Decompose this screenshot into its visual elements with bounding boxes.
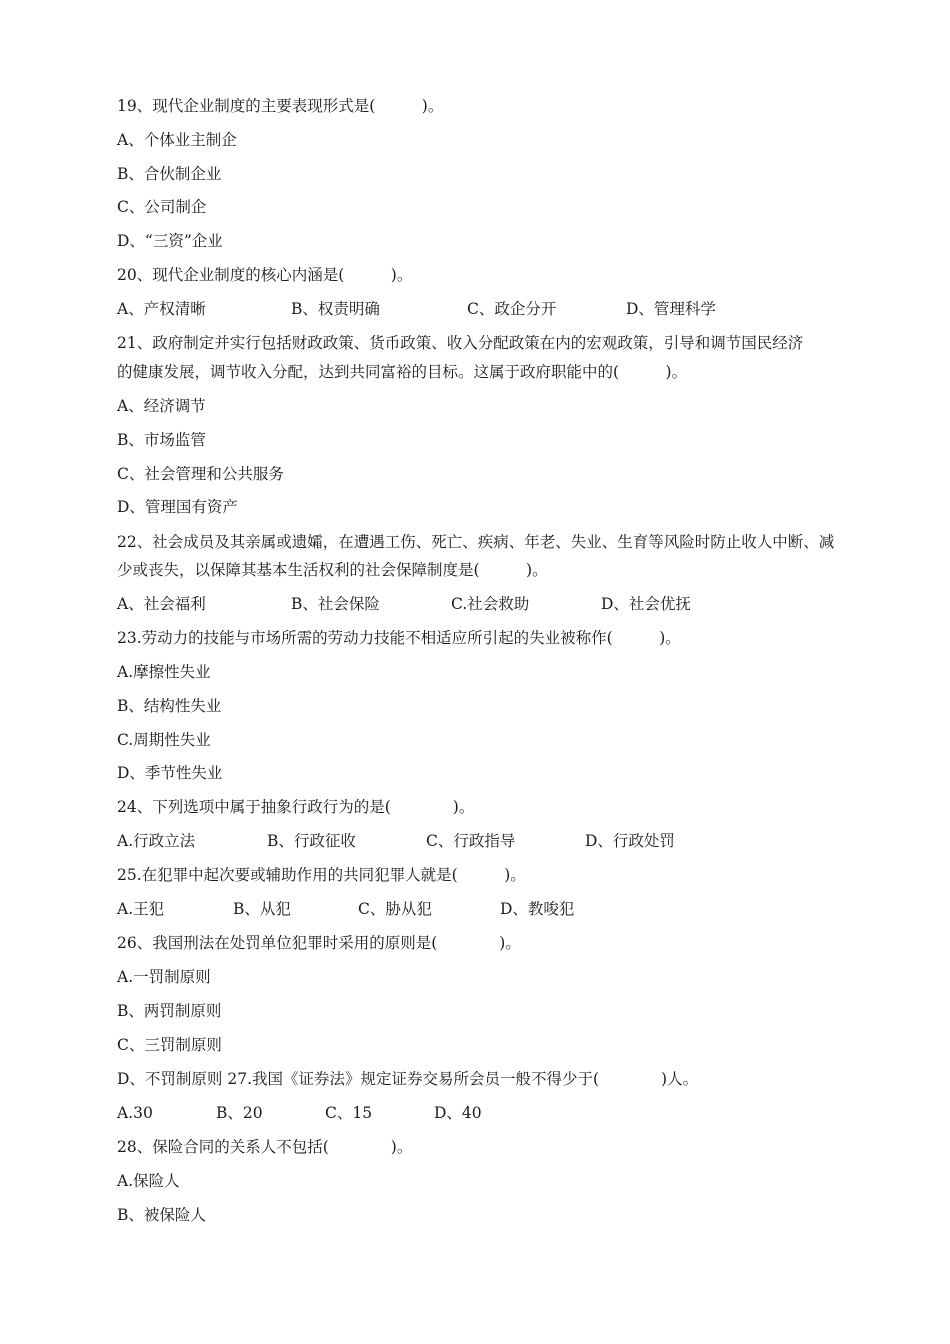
question-26-option-b: B、两罚制原则 — [117, 1002, 222, 1020]
question-27-option-b: B、20 — [216, 1104, 263, 1122]
question-27-option-a: A.30 — [117, 1104, 153, 1122]
question-25-option-b: B、从犯 — [233, 900, 291, 918]
question-21-stem-line-1: 21、政府制定并实行包括财政政策、货币政策、收入分配政策在内的宏观政策，引导和调节国民经济 — [117, 334, 804, 352]
question-24-stem: 24、下列选项中属于抽象行政行为的是( )。 — [117, 798, 475, 816]
question-20-option-c: C、政企分开 — [467, 300, 557, 318]
question-22-option-a: A、社会福利 — [117, 595, 206, 613]
question-19-option-c: C、公司制企 — [117, 198, 207, 216]
question-21-option-c: C、社会管理和公共服务 — [117, 465, 284, 483]
question-26-stem: 26、我国刑法在处罚单位犯罪时采用的原则是( )。 — [117, 934, 521, 952]
question-19-option-a: A、个体业主制企 — [117, 131, 237, 149]
question-26-option-a: A.一罚制原则 — [117, 968, 211, 986]
question-21-option-b: B、市场监管 — [117, 431, 206, 449]
question-24-option-c: C、行政指导 — [426, 832, 516, 850]
question-23-option-a: A.摩擦性失业 — [117, 663, 211, 681]
question-25-stem: 25.在犯罪中起次要或辅助作用的共同犯罪人就是( )。 — [117, 866, 526, 884]
question-22-stem-line-2: 少或丧失，以保障其基本生活权利的社会保障制度是( )。 — [117, 561, 548, 579]
question-21-option-a: A、经济调节 — [117, 397, 206, 415]
question-19-option-d: D、“三资”企业 — [117, 232, 223, 250]
question-26-option-c: C、三罚制原则 — [117, 1036, 222, 1054]
question-27-option-c: C、15 — [325, 1104, 373, 1122]
question-24-option-a: A.行政立法 — [117, 832, 196, 850]
question-28-option-b: B、被保险人 — [117, 1206, 206, 1224]
question-23-option-c: C.周期性失业 — [117, 731, 211, 749]
question-20-option-d: D、管理科学 — [626, 300, 716, 318]
question-23-option-d: D、季节性失业 — [117, 764, 223, 782]
question-19-stem: 19、现代企业制度的主要表现形式是( )。 — [117, 97, 444, 115]
question-28-option-a: A.保险人 — [117, 1172, 180, 1190]
question-22-option-d: D、社会优抚 — [601, 595, 691, 613]
question-21-option-d: D、管理国有资产 — [117, 498, 238, 516]
question-26-option-d-and-question-27-stem: D、不罚制原则 27.我国《证券法》规定证券交易所会员一般不得少于( )人。 — [117, 1070, 699, 1088]
question-27-option-d: D、40 — [434, 1104, 482, 1122]
question-25-option-c: C、胁从犯 — [358, 900, 432, 918]
question-23-stem: 23.劳动力的技能与市场所需的劳动力技能不相适应所引起的失业被称作( )。 — [117, 629, 681, 647]
question-20-option-a: A、产权清晰 — [117, 300, 206, 318]
question-24-option-b: B、行政征收 — [267, 832, 356, 850]
question-24-option-d: D、行政处罚 — [585, 832, 675, 850]
question-20-stem: 20、现代企业制度的核心内涵是( )。 — [117, 266, 413, 284]
question-23-option-b: B、结构性失业 — [117, 697, 222, 715]
question-28-stem: 28、保险合同的关系人不包括( )。 — [117, 1138, 413, 1156]
question-21-stem-line-2: 的健康发展，调节收入分配，达到共同富裕的目标。这属于政府职能中的( )。 — [117, 363, 688, 381]
question-22-stem-line-1: 22、社会成员及其亲属或遗孀，在遭遇工伤、死亡、疾病、年老、失业、生育等风险时防止收人中断、减 — [117, 533, 835, 551]
question-19-option-b: B、合伙制企业 — [117, 165, 222, 183]
question-25-option-d: D、教唆犯 — [500, 900, 575, 918]
question-22-option-b: B、社会保险 — [291, 595, 380, 613]
question-20-option-b: B、权责明确 — [291, 300, 380, 318]
question-25-option-a: A.王犯 — [117, 900, 165, 918]
question-22-option-c: C.社会救助 — [451, 595, 530, 613]
